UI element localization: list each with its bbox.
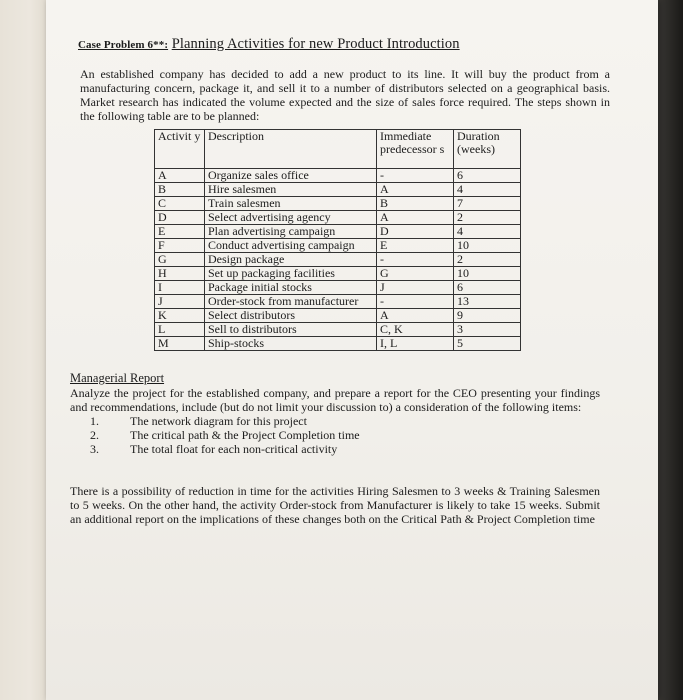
report-item (80, 428, 625, 442)
report-item-text: The total float for each non-critical activity (130, 442, 338, 456)
cell-activity: I (155, 281, 205, 295)
cell-activity: A (155, 169, 205, 183)
cell-predecessors: - (377, 169, 454, 183)
cell-predecessors: A (377, 211, 454, 225)
report-item-number: 3. (90, 442, 99, 456)
report-item-number: 1. (90, 414, 99, 428)
cell-duration: 5 (454, 337, 521, 351)
report-item-text: The critical path & the Project Completion time (130, 428, 360, 442)
report-body: Analyze the project for the established company, and prepare a report for the CEO presenting your findings and recommendations, include (but do not limit your discussion to) a consideration of the following items: (70, 386, 600, 414)
cell-predecessors: C, K (377, 323, 454, 337)
table-row (155, 337, 521, 351)
cell-activity: M (155, 337, 205, 351)
cell-activity: J (155, 295, 205, 309)
report-item (80, 414, 625, 428)
cell-description: Select distributors (205, 309, 377, 323)
cell-description: Plan advertising campaign (205, 225, 377, 239)
table-row (155, 281, 521, 295)
cell-duration: 7 (454, 197, 521, 211)
background-right (658, 0, 683, 700)
cell-duration: 13 (454, 295, 521, 309)
header-description: Description (205, 130, 377, 169)
second-paragraph: There is a possibility of reduction in time for the activities Hiring Salesmen to 3 weeks & Training Salesmen to 5 weeks. On the other hand, the activity Order-stock from Manufacturer is likely to take 15 weeks. Submit an additional report on the implications of these changes both on the Critical Path & Project Completion time (70, 484, 600, 526)
cell-description: Train salesmen (205, 197, 377, 211)
cell-activity: G (155, 253, 205, 267)
table-body (155, 169, 521, 351)
cell-activity: C (155, 197, 205, 211)
cell-description: Hire salesmen (205, 183, 377, 197)
cell-description: Set up packaging facilities (205, 267, 377, 281)
cell-description: Conduct advertising campaign (205, 239, 377, 253)
header-predecessors: Immediate predecessor s (377, 130, 454, 169)
cell-activity: E (155, 225, 205, 239)
cell-description: Package initial stocks (205, 281, 377, 295)
cell-predecessors: - (377, 295, 454, 309)
header-activity: Activit y (155, 130, 205, 169)
report-item-number: 2. (90, 428, 99, 442)
cell-duration: 2 (454, 253, 521, 267)
cell-activity: K (155, 309, 205, 323)
cell-duration: 10 (454, 239, 521, 253)
cell-duration: 6 (454, 281, 521, 295)
cell-predecessors: D (377, 225, 454, 239)
table-row (155, 197, 521, 211)
cell-description: Organize sales office (205, 169, 377, 183)
cell-description: Ship-stocks (205, 337, 377, 351)
table-header-row (155, 130, 521, 169)
report-item (80, 442, 625, 456)
cell-activity: B (155, 183, 205, 197)
background-left (0, 0, 50, 700)
cell-predecessors: G (377, 267, 454, 281)
activity-table (154, 129, 521, 351)
case-title (78, 36, 625, 53)
cell-predecessors: A (377, 183, 454, 197)
table-row (155, 309, 521, 323)
report-heading: Managerial Report (70, 371, 165, 385)
cell-description: Select advertising agency (205, 211, 377, 225)
table-row (155, 225, 521, 239)
cell-duration: 4 (454, 225, 521, 239)
cell-predecessors: J (377, 281, 454, 295)
report-items (70, 414, 625, 456)
table-row (155, 267, 521, 281)
cell-activity: L (155, 323, 205, 337)
table-row (155, 295, 521, 309)
cell-predecessors: B (377, 197, 454, 211)
cell-predecessors: E (377, 239, 454, 253)
cell-duration: 10 (454, 267, 521, 281)
cell-activity: F (155, 239, 205, 253)
cell-description: Design package (205, 253, 377, 267)
case-heading: Planning Activities for new Product Introduction (171, 36, 460, 52)
table-row (155, 253, 521, 267)
cell-predecessors: - (377, 253, 454, 267)
table-row (155, 239, 521, 253)
cell-duration: 4 (454, 183, 521, 197)
cell-activity: D (155, 211, 205, 225)
table-row (155, 323, 521, 337)
table-row (155, 211, 521, 225)
table-row (155, 183, 521, 197)
cell-description: Order-stock from manufacturer (205, 295, 377, 309)
header-duration: Duration (weeks) (454, 130, 521, 169)
report-item-text: The network diagram for this project (130, 414, 307, 428)
cell-duration: 2 (454, 211, 521, 225)
cell-predecessors: I, L (377, 337, 454, 351)
cell-duration: 3 (454, 323, 521, 337)
intro-paragraph: An established company has decided to add a new product to its line. It will buy the product from a manufacturing concern, package it, and sell it to a number of distributors selected on a geographical basis. Market research has indicated the volume expected and the size of sales force required. The steps shown in the following table are to be planned: (80, 67, 610, 123)
document-content (70, 36, 625, 538)
cell-activity: H (155, 267, 205, 281)
cell-duration: 9 (454, 309, 521, 323)
cell-predecessors: A (377, 309, 454, 323)
cell-duration: 6 (454, 169, 521, 183)
cell-description: Sell to distributors (205, 323, 377, 337)
case-number: Case Problem 6**: (78, 39, 169, 51)
document-page (46, 0, 658, 700)
table-row (155, 169, 521, 183)
